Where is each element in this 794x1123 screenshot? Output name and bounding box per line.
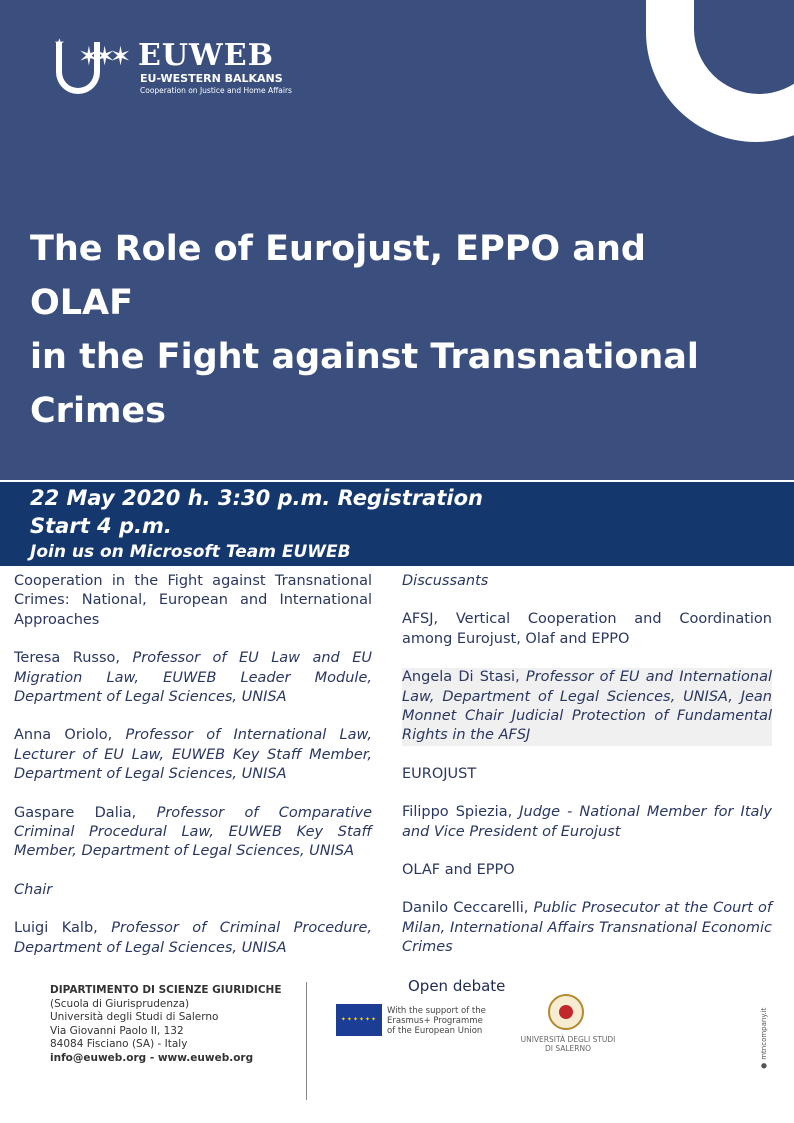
contact-line: info@euweb.org - www.euweb.org [50, 1051, 254, 1064]
people-icon: ✶✶✶ [78, 42, 126, 72]
right-column [402, 572, 772, 958]
speaker-entry [402, 899, 772, 957]
support-line: of the European Union [387, 1026, 483, 1036]
speaker-role: Public Prosecutor at the Court of Milan, International Affairs Transnational Economic Crimes [402, 900, 772, 956]
university-name: Università degli Studi di Salerno [50, 1011, 219, 1023]
discussants-heading: Discussants [402, 573, 489, 589]
speaker-name: Gaspare Dalia, [14, 804, 137, 821]
unisa-line: UNIVERSITÀ DEGLI STUDI [520, 1035, 616, 1044]
title-line: Crimes [30, 391, 166, 431]
speaker-name: Teresa Russo, [14, 650, 120, 667]
footer-address [50, 984, 300, 1065]
speaker-role: Professor of Comparative Criminal Procedural Law, EUWEB Key Staff Member, Department of Legal Sciences, UNISA [14, 804, 373, 860]
speaker-role: Professor of EU Law and EU Migration Law, EUWEB Leader Module, Department of Legal Sciences, UNISA [14, 650, 373, 706]
logo-subtitle: EU-WESTERN BALKANS [140, 72, 283, 85]
unisa-seal-icon [548, 994, 584, 1030]
speaker-role: Professor of International Law, Lecturer of EU Law, EUWEB Key Staff Member, Department of Legal Sciences, UNISA [14, 727, 373, 783]
speaker-entry [402, 668, 772, 746]
seal-center [559, 1005, 573, 1019]
speaker-role: Professor of Criminal Procedure, Department of Legal Sciences, UNISA [14, 920, 373, 956]
euweb-logo [54, 36, 314, 100]
speaker-name: Filippo Spiezia, [402, 804, 513, 821]
address-line: 84084 Fisciano (SA) - Italy [50, 1038, 188, 1050]
design-credit: ● mtncompany.it [760, 1007, 768, 1070]
speaker-entry [14, 726, 372, 784]
unisa-name [518, 1035, 618, 1053]
speaker-role: Professor of EU and International Law, Department of Legal Sciences, UNISA, Jean Monnet Chair Judicial Protection of Fundamental Rights in the AFSJ [402, 669, 772, 744]
chair-heading: Chair [14, 881, 53, 898]
support-line: With the support of the [387, 1006, 486, 1016]
erasmus-support-text [387, 1006, 497, 1036]
left-column [14, 572, 372, 958]
speaker-role: Judge - National Member for Italy and Vice President of Eurojust [402, 804, 772, 840]
topic-olaf-eppo: OLAF and EPPO [402, 862, 515, 879]
speaker-entry [402, 803, 772, 842]
event-start: Start 4 p.m. [30, 514, 172, 538]
speaker-name: Angela Di Stasi, [402, 669, 520, 686]
footer-divider [306, 982, 307, 1100]
topic-afsj: AFSJ, Vertical Cooperation and Coordination among Eurojust, Olaf and EPPO [402, 611, 772, 647]
support-line: Erasmus+ Programme [387, 1016, 483, 1026]
speaker-name: Danilo Ceccarelli, [402, 900, 529, 917]
speaker-entry [14, 804, 372, 862]
eu-stars-icon: ✦✦✦✦✦✦ [340, 1016, 378, 1023]
topic-eurojust: EUROJUST [402, 765, 477, 782]
unisa-line: DI SALERNO [544, 1044, 592, 1053]
event-date: 22 May 2020 h. 3:30 p.m. Registration [30, 486, 483, 510]
title-line: in the Fight against Transnational [30, 337, 699, 377]
speaker-name: Luigi Kalb, [14, 920, 98, 937]
department-name: DIPARTIMENTO DI SCIENZE GIURIDICHE [50, 984, 282, 996]
star-icon: ★ [54, 36, 65, 50]
address-line: Via Giovanni Paolo II, 132 [50, 1024, 184, 1037]
event-info-band [0, 482, 794, 566]
logo-tagline: Cooperation on Justice and Home Affairs [140, 86, 292, 95]
title-line: The Role of Eurojust, EPPO and OLAF [30, 229, 646, 323]
session-title: Cooperation in the Fight against Transnational Crimes: National, European and International Approaches [14, 573, 372, 628]
eu-flag-icon [336, 1004, 382, 1036]
logo-name: EUWEB [138, 38, 274, 73]
speaker-name: Anna Oriolo, [14, 727, 113, 744]
header-panel [0, 0, 794, 480]
speaker-entry [14, 649, 372, 707]
event-join: Join us on Microsoft Team EUWEB [30, 542, 351, 562]
page-title [30, 222, 750, 438]
school-name: (Scuola di Giurisprudenza) [50, 997, 190, 1010]
chair-entry [14, 919, 372, 958]
open-debate-label: Open debate [408, 977, 506, 995]
